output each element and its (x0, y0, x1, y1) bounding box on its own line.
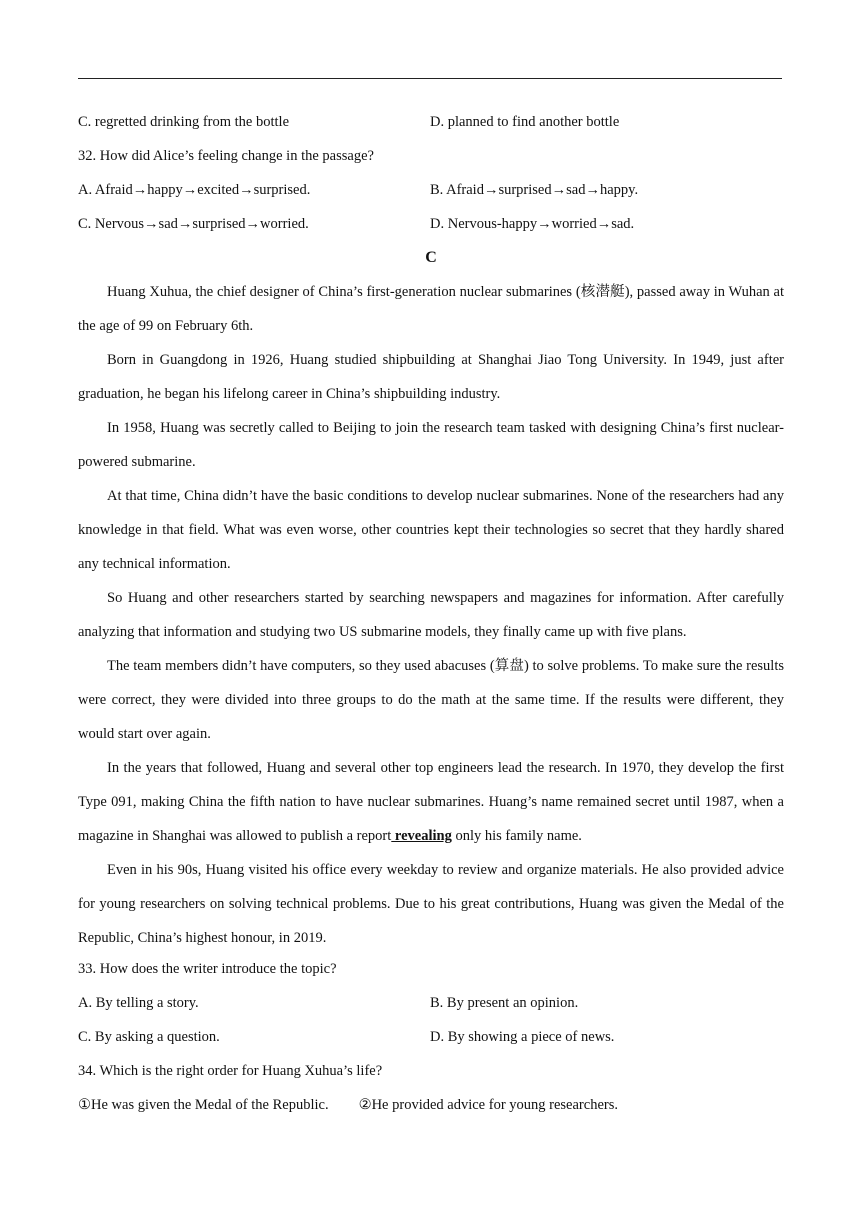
passage-paragraph-5: So Huang and other researchers started by searching newspapers and magazines for information. After carefully analyzing that information and studying two US submarine models, they finally came up with five plans. (78, 590, 784, 640)
q33-option-a: A. By telling a story. (78, 995, 199, 1011)
q34-question: 34. Which is the right order for Huang Xuhua’s life? (78, 1063, 383, 1079)
paragraph-7-tail: only his family name. (451, 828, 582, 844)
q31-option-d: D. planned to find another bottle (430, 114, 620, 130)
paragraph-7-text: In the years that followed, Huang and several other top engineers lead the research. In 1970, they develop the first Type 091, making China the fifth nation to have nuclear submarines. Huang’s name remained secret until 1987, when a magazine in Shanghai was allowed to publish a report (78, 760, 784, 844)
q33-option-d: D. By showing a piece of news. (430, 1029, 615, 1045)
page-content (78, 108, 784, 1125)
q34-item-2: ②He provided advice for young researchers. (358, 1097, 618, 1113)
q32-option-c: C. Nervous→sad→surprised→worried. (78, 216, 309, 232)
passage-c (78, 275, 784, 955)
q34-items (78, 1091, 784, 1125)
keyword-revealing: revealing (391, 828, 452, 844)
q34-item-1: ①He was given the Medal of the Republic. (78, 1097, 329, 1113)
q33-question: 33. How does the writer introduce the topic? (78, 961, 337, 977)
header-rule (78, 78, 782, 79)
passage-paragraph-8: Even in his 90s, Huang visited his office every weekday to review and organize materials. He also provided advice for young researchers on solving technical problems. Due to his great contributions, Huang was given the Medal of the Republic, China’s highest honour, in 2019. (78, 862, 784, 946)
q33-option-b: B. By present an opinion. (430, 995, 579, 1011)
q32-question: 32. How did Alice’s feeling change in the passage? (78, 148, 374, 164)
q33-option-c: C. By asking a question. (78, 1029, 220, 1045)
q32-options-row-2 (78, 210, 784, 244)
q31-options-row (78, 108, 784, 142)
passage-paragraph-2: Born in Guangdong in 1926, Huang studied shipbuilding at Shanghai Jiao Tong University. In 1949, just after graduation, he began his lifelong career in China’s shipbuilding industry. (78, 352, 784, 402)
q31-option-c: C. regretted drinking from the bottle (78, 114, 290, 130)
q33-options-row-1 (78, 989, 784, 1023)
q32-option-b: B. Afraid→surprised→sad→happy. (430, 182, 639, 198)
passage-paragraph-7 (78, 751, 784, 853)
passage-paragraph-6: The team members didn’t have computers, so they used abacuses (算盘) to solve problems. To make sure the results were correct, they were divided into three groups to do the math at the same time. If the results were different, they would start over again. (78, 658, 784, 742)
passage-paragraph-4: At that time, China didn’t have the basic conditions to develop nuclear submarines. None of the researchers had any knowledge in that field. What was even worse, other countries kept their technologies so secret that they hardly shared any technical information. (78, 488, 784, 572)
q33-options-row-2 (78, 1023, 784, 1057)
passage-paragraph-3: In 1958, Huang was secretly called to Beijing to join the research team tasked with designing China’s first nuclear-powered submarine. (78, 420, 784, 470)
q32-option-d: D. Nervous-happy→worried→sad. (430, 216, 635, 232)
q32-options-row-1 (78, 176, 784, 210)
section-c-title: C (425, 249, 437, 266)
q32-option-a: A. Afraid→happy→excited→surprised. (78, 182, 311, 198)
passage-paragraph-1: Huang Xuhua, the chief designer of China’s first-generation nuclear submarines (核潜艇), passed away in Wuhan at the age of 99 on February 6th. (78, 284, 784, 334)
